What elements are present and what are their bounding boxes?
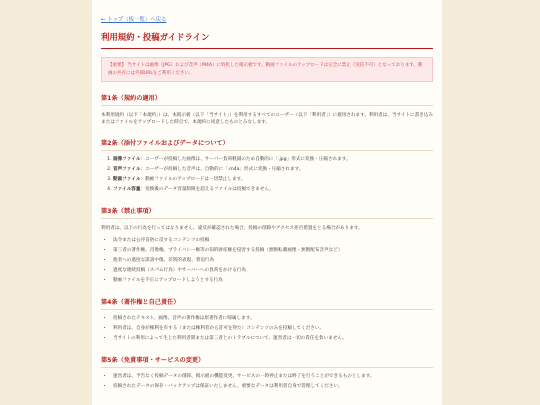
- file-rules-list: [101, 155, 433, 195]
- list-item: • 利用者は、自身が権利を有する（または権利者から許可を得た）コンテンツのみを投稿してください。: [113, 324, 433, 334]
- item-text: ：ユーザーが投稿した画像は、サーバー負荷軽減のため自動的に「.jpg」形式に変換・圧縮されます。: [140, 156, 351, 162]
- section-5-heading: 第5条（免責事項・サービスの変更）: [101, 355, 433, 368]
- list-item: [113, 155, 433, 165]
- section-4-heading: 第4条（著作権と自己責任）: [101, 297, 433, 310]
- list-item: • 過度な連続投稿（スパム行為）やサーバーへの負荷をかける行為: [113, 266, 433, 276]
- item-text: ：ユーザーが投稿した音声は、自動的に「.m4a」形式に変換・圧縮されます。: [140, 166, 304, 172]
- item-text: ：動画ファイルのアップロードは一切禁止します。: [140, 176, 246, 182]
- section-3-heading: 第3条（禁止事項）: [101, 206, 433, 219]
- disclaimer-list: [101, 372, 433, 392]
- list-item: • 運営者は、予告なく投稿データの削除、掲示板の機能変更、サービスの一時停止または終了を行うことができるものとします。: [113, 372, 433, 382]
- guideline-page: [92, 0, 442, 405]
- item-label: 音声ファイル: [113, 166, 141, 172]
- important-notice: 【重要】 当サイトは画像（JPG）および音声（M4A）に特化した掲示板です。動画ファイルのアップロードは完全に禁止（送信不可）となっております。動画の共有には外部URLをご利用ください。: [101, 57, 433, 82]
- page-title: 利用規約・投稿ガイドライン: [101, 31, 433, 49]
- list-item: • 動画ファイルを不正にアップロードしようとする行為: [113, 276, 433, 286]
- list-item: • 他者への過度な誹謗中傷、差別的表現、脅迫行為: [113, 256, 433, 266]
- section-3-text: 利用者は、以下の行為を行ってはなりません。違反が確認された場合、投稿の削除やアクセス拒否措置をとる場合があります。: [101, 225, 363, 231]
- list-item: • 法令または公序良俗に反するコンテンツの投稿: [113, 236, 433, 246]
- item-label: ファイル容量: [113, 186, 141, 192]
- prohibited-list: [101, 236, 433, 286]
- list-item: • 投稿されたデータの保存・バックアップは保証いたしません。重要なデータは利用者自身で管理してください。: [113, 382, 433, 392]
- list-item: • 第三者の著作権、肖像権、プライバシー権等の知的財産権を侵害する投稿（無断転載画像・無断配布音声など）: [113, 246, 433, 256]
- list-item: [113, 185, 433, 195]
- item-label: 動画ファイル: [113, 176, 141, 182]
- list-item: [113, 165, 433, 175]
- copyright-list: [101, 314, 433, 344]
- item-text: ：変換後のデータ容量制限を超えるファイルは投稿できません。: [140, 186, 274, 192]
- section-1-heading: 第1条（規約の適用）: [101, 93, 433, 106]
- list-item: • 投稿されたテキスト、画像、音声の著作権は原著作者に帰属します。: [113, 314, 433, 324]
- section-1-text: 本利用規約（以下「本規約」）は、本掲示板（以下「当サイト」）を利用するすべてのユーザー（以下「利用者」）に適用されます。利用者は、当サイトに書き込みまたはファイルをアップロードした時点で、本規約に同意したものとみなします。: [101, 113, 433, 126]
- section-2-heading: 第2条（添付ファイルおよびデータについて）: [101, 138, 433, 151]
- item-label: 画像ファイル: [113, 156, 141, 162]
- back-to-top-link[interactable]: ← トップ（板一覧）へ戻る: [101, 17, 167, 23]
- list-item: [113, 175, 433, 185]
- list-item: • 当サイトの利用によって生じた利用者間または第三者とのトラブルについて、運営者は一切の責任を負いません。: [113, 334, 433, 344]
